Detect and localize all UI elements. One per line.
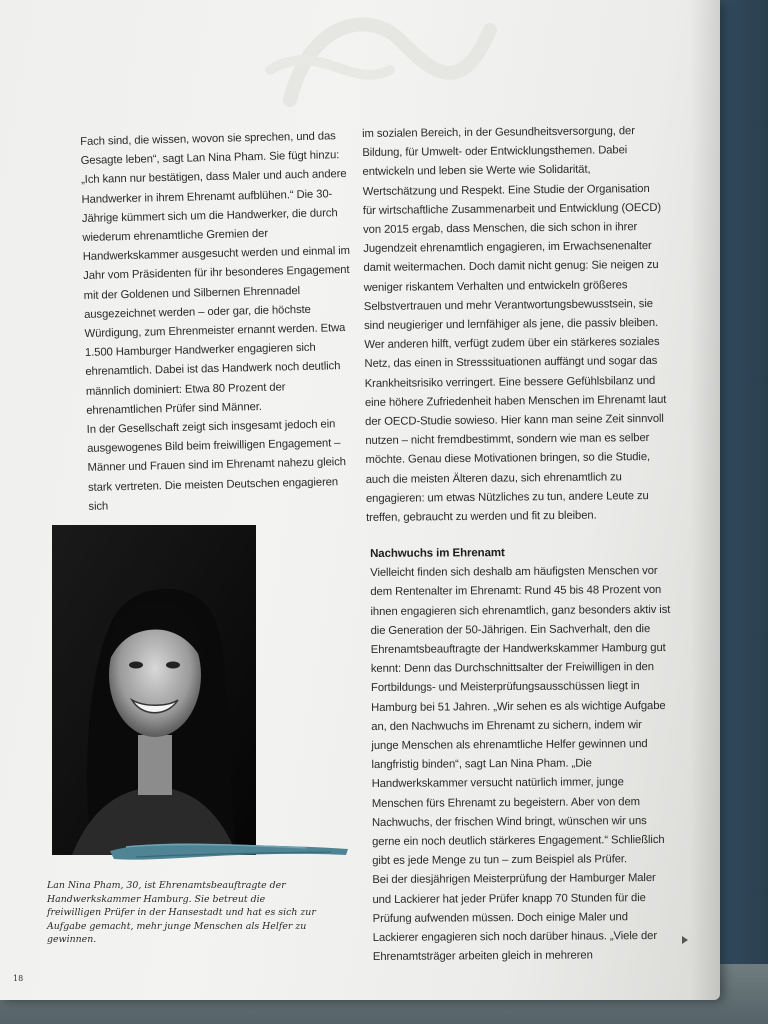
section-heading: Nachwuchs im Ehrenamt — [370, 547, 505, 560]
right-text-column-top — [362, 122, 668, 528]
photo-caption: Lan Nina Pham, 30, ist Ehrenamtsbeauftragte der Handwerkskammer Hamburg. Sie betreut die freiwilligen Prüfer in der Hansestadt und hat es sich zur Aufgabe gemacht, mehr junge Menschen als Helfer zu gewinnen. — [47, 880, 316, 946]
portrait-photo — [52, 525, 256, 855]
right-text-column-bottom — [370, 543, 673, 968]
body-paragraph: Vielleicht finden sich deshalb am häufigsten Menschen vor dem Rentenalter im Ehrenamt: Rund 45 bis 48 Prozent von ihnen engagieren sich ehrenamtlich, ganz besonders aktiv ist die Generation der 50-Jährigen. Ein Sachverhalt, den die Ehrenamtsbeauftragte der Handwerkskammer Hamburg gut kennt: Denn das Durchschnittsalter der Freiwilligen in den Fortbildungs- und Meisterprüfungsausschüssen liegt in Hamburg bei 51 Jahren. „Wir sehen es als wichtige Aufgabe an, den Nachwuchs im Ehrenamt zu sichern, indem wir junge Menschen als ehrenamtliche Helfer gewinnen und langfristig binden“, sagt Lan Nina Pham. „Die Handwerkskammer versucht natürlich immer, junge Menschen fürs Ehrenamt zu begeistern. Aber von dem Nachwuchs, der frischen Wind bringt, wünschen wir uns gerne ein noch deutlich stärkeres Engagement.“ Schließlich gibt es jede Menge zu tun – zum Beispiel als Prüfer. — [370, 565, 671, 868]
portrait-illustration — [52, 525, 256, 855]
body-paragraph: Fach sind, die wissen, wovon sie sprechen, und das Gesagte leben“, sagt Lan Nina Pham. Sie fügt hinzu: „Ich kann nur bestätigen, dass Maler und auch andere Handwerker in ihrem Ehrenamt aufblühen.“ Die 30-Jährige kümmert sich um die Handwerker, die durch wiederum ehrenamtliche Gremien der Handwerkskammer ausgesucht werden und einmal im Jahr vom Präsidenten für ihr besonderes Engagement mit der Goldenen und Silbernen Ehrennadel ausgezeichnet werden – oder gar, die höchste Würdigung, zum Ehrenmeister ernannt werden. Etwa 1.500 Hamburger Handwerker engagieren sich ehrenamtlich. Dabei ist das Handwerk noch deutlich männlich dominiert: Etwa 80 Prozent der ehrenamtlichen Prüfer sind Männer. — [80, 130, 351, 417]
page-fold-shadow — [690, 0, 720, 1000]
page-number: 18 — [13, 974, 24, 983]
body-paragraph: im sozialen Bereich, in der Gesundheitsversorgung, der Bildung, für Umwelt- oder Entwicklungsthemen. Dabei entwickeln und leben sie Werte wie Solidarität, Wertschätzung und Respekt. Eine Studie der Organisation für wirtschaftliche Zusammenarbeit und Entwicklung (OECD) von 2015 ergab, dass Menschen, die sich schon in ihrer Jugendzeit ehrenamtlich engagieren, im Erwachsenenalter damit weitermachen. Doch damit nicht genug: Sie neigen zu weniger riskantem Verhalten und entwickeln größeres Selbstvertrauen und mehr Verantwortungsbewusstsein, sie sind neugieriger und lernfähiger als jene, die passiv bleiben. Wer anderen hilft, verfügt zudem über ein stärkeres soziales Netz, das einen in Stresssituationen auffängt und sogar das Krankheitsrisiko verringert. Eine bessere Gefühlsbilanz und eine höhere Zufriedenheit haben Menschen im Ehrenamt laut der OECD-Studie sowieso. Hier kann man seine Zeit sinnvoll nutzen – nicht fremdbestimmt, sondern wie man es selber möchte. Genau diese Motivationen bringen, so die Studie, auch die meisten Älteren dazu, sich ehrenamtlich zu engagieren: um etwas Nützliches zu tun, andere Leute zu treffen, gebraucht zu werden und fit zu bleiben. — [362, 125, 667, 525]
body-paragraph: In der Gesellschaft zeigt sich insgesamt jedoch ein ausgewogenes Bild beim freiwilligen Engagement – Männer und Frauen sind im Ehrenamt nahezu gleich stark vertreten. Die meisten Deutschen engagieren sich — [86, 418, 347, 513]
brush-stroke-decoration — [106, 837, 351, 865]
body-paragraph: Bei der diesjährigen Meisterprüfung der Hamburger Maler und Lackierer hat jeder Prüfer knapp 70 Stunden für die Prüfung aufwenden müssen. Doch einige Maler und Lackierer engagieren sich noch darüber hinaus. „Viele der Ehrenamtsträger arbeiten gleich in mehreren — [372, 872, 658, 964]
continue-arrow-icon — [682, 936, 688, 944]
watermark-ornament — [230, 0, 530, 120]
left-text-column — [80, 127, 361, 517]
